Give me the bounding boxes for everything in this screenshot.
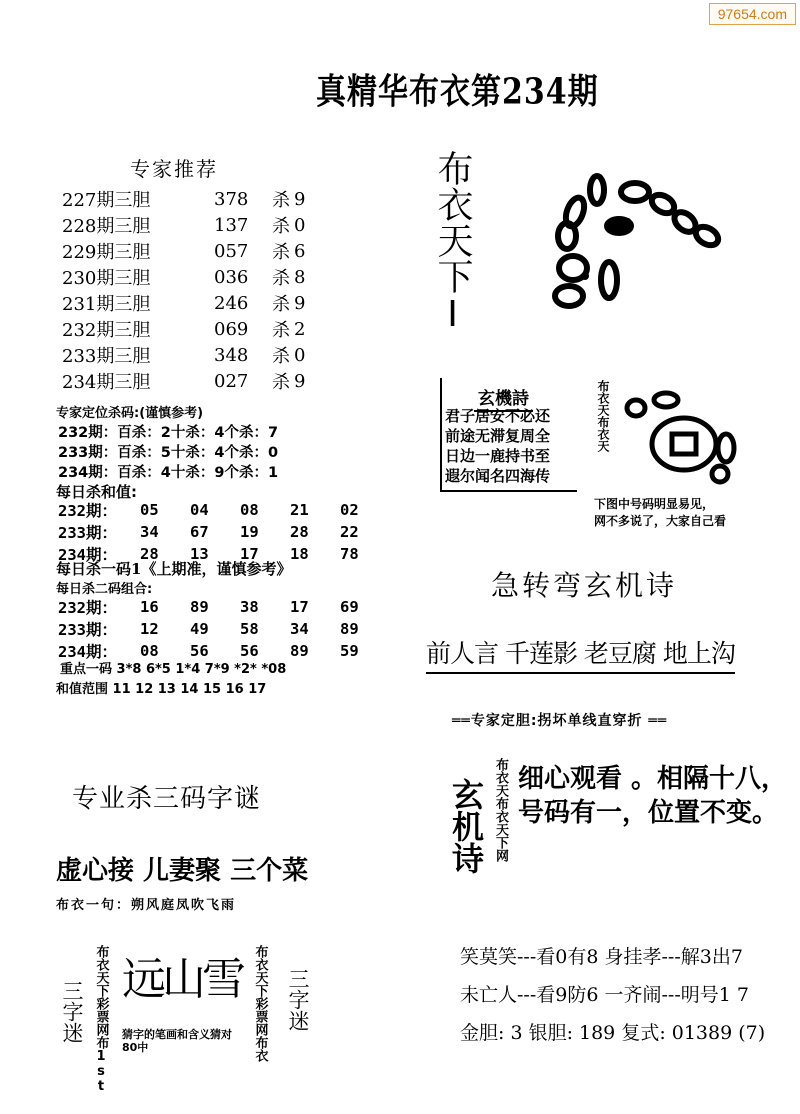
kill-num: 2 bbox=[294, 318, 306, 340]
row-label: 232期： bbox=[58, 599, 117, 617]
cell: 13 bbox=[190, 545, 209, 563]
daily-sum-table bbox=[58, 499, 390, 565]
cell: 12 bbox=[140, 620, 159, 638]
cell: 58 bbox=[240, 620, 259, 638]
kill-num: 8 bbox=[294, 266, 306, 288]
nums: 057 bbox=[214, 240, 249, 262]
xiaomo-line: 笑莫笑---看0有8 身挂孝---解3出7 bbox=[460, 946, 743, 968]
three-char-label-left: 三字迷 bbox=[60, 980, 84, 1043]
kill-label: 杀 bbox=[272, 268, 290, 289]
nums: 348 bbox=[214, 344, 249, 366]
table-row bbox=[58, 521, 390, 543]
riddle-title: 专业杀三码字谜 bbox=[72, 784, 262, 814]
kill-label: 杀 bbox=[272, 216, 290, 237]
xixin-line: 号码有一，位置不变。 bbox=[518, 798, 779, 828]
xuanji-title: 玄機詩 bbox=[474, 384, 533, 412]
nums: 027 bbox=[214, 370, 249, 392]
cell: 49 bbox=[190, 620, 209, 638]
position-kill-line: 234期：百杀：4十杀：9个杀：1 bbox=[58, 465, 279, 481]
list-item bbox=[62, 212, 305, 238]
table-row bbox=[58, 499, 390, 521]
period-label: 230期三胆 bbox=[62, 268, 151, 289]
expert-title: 专家推荐 bbox=[130, 157, 218, 181]
kill-label: 杀 bbox=[272, 320, 290, 341]
row-label: 234期： bbox=[58, 643, 117, 661]
buyi-yiju-line: 布衣一句：朔风庭凤吹飞雨 bbox=[56, 898, 237, 913]
cell: 22 bbox=[340, 523, 359, 541]
note-line: 网不多说了，大家自己看 bbox=[594, 514, 727, 528]
jizhuanwan-title: 急转弯玄机诗 bbox=[491, 569, 678, 602]
kill-label: 杀 bbox=[272, 372, 290, 393]
list-item bbox=[62, 238, 305, 264]
period-label: 228期三胆 bbox=[62, 216, 151, 237]
position-kill-line: 232期：百杀：2十杀：4个杀：7 bbox=[58, 425, 279, 441]
cell: 69 bbox=[340, 598, 359, 616]
kill-label: 杀 bbox=[272, 190, 290, 211]
xiaomo-line: 金胆: 3 银胆: 189 复式: 01389 (7) bbox=[460, 1022, 766, 1044]
kill-two-title: 每日杀二码组合: bbox=[56, 582, 153, 597]
cell: 17 bbox=[290, 598, 309, 616]
period-label: 234期三胆 bbox=[62, 372, 151, 393]
qianren-line: 前人言 千莲影 老豆腐 地上沟 bbox=[426, 634, 735, 674]
list-item bbox=[62, 316, 305, 342]
xiaomo-block bbox=[460, 938, 765, 1052]
period-label: 232期三胆 bbox=[62, 320, 151, 341]
cell: 18 bbox=[290, 545, 309, 563]
position-kill-line: 233期：百杀：5十杀：4个杀：0 bbox=[58, 445, 279, 461]
three-char-label-right: 三字迷 bbox=[286, 968, 310, 1031]
row-label: 233期： bbox=[58, 524, 117, 542]
daily-sum-title: 每日杀和值: bbox=[56, 483, 137, 501]
xuanji-poem bbox=[445, 406, 550, 486]
nums: 137 bbox=[214, 214, 249, 236]
xixin-text bbox=[518, 762, 787, 830]
site-badge[interactable]: 97654.com bbox=[709, 3, 796, 25]
kill-label: 杀 bbox=[272, 294, 290, 315]
cell: 89 bbox=[290, 642, 309, 660]
table-row bbox=[58, 596, 390, 618]
cell: 08 bbox=[240, 501, 259, 519]
row-label: 234期： bbox=[58, 546, 117, 564]
key-pairs-line: 重点一码 3*8 6*5 1*4 7*9 *2* *08 bbox=[60, 662, 287, 677]
cell: 78 bbox=[340, 545, 359, 563]
list-item bbox=[62, 368, 305, 394]
cell: 89 bbox=[340, 620, 359, 638]
nums: 036 bbox=[214, 266, 249, 288]
period-label: 233期三胆 bbox=[62, 346, 151, 367]
kill-label: 杀 bbox=[272, 242, 290, 263]
cell: 67 bbox=[190, 523, 209, 541]
dingdan-line: ══专家定胆:拐坏单线直穿折 ══ bbox=[452, 713, 668, 729]
cell: 28 bbox=[290, 523, 309, 541]
poem-line: 君子居安不必还 bbox=[445, 407, 551, 425]
kill-two-table bbox=[58, 596, 390, 662]
cell: 21 bbox=[290, 501, 309, 519]
xixin-line: 细心观看 。相隔十八， bbox=[518, 764, 788, 794]
vertical-site-label-1: 布衣天下彩票网布1st bbox=[93, 945, 109, 1094]
coin-illustration bbox=[620, 382, 740, 487]
cell: 19 bbox=[240, 523, 259, 541]
list-item bbox=[62, 342, 305, 368]
bu-yi-tianxia-title: 布衣天下I bbox=[432, 150, 473, 335]
position-kill-title: 专家定位杀码:(谨慎参考) bbox=[56, 406, 204, 421]
cell: 28 bbox=[140, 545, 159, 563]
nums: 246 bbox=[214, 292, 249, 314]
vertical-bu-yi-label-2: 布衣天布衣天下网 bbox=[493, 758, 508, 862]
cell: 34 bbox=[140, 523, 159, 541]
riddle-words: 虚心接 儿妻聚 三个菜 bbox=[56, 856, 309, 886]
note-line: 下图中号码明显易见， bbox=[594, 497, 715, 511]
list-item bbox=[62, 186, 305, 212]
period-label: 229期三胆 bbox=[62, 242, 151, 263]
coins-illustration bbox=[545, 172, 725, 322]
kill-num: 0 bbox=[294, 214, 306, 236]
poem-line: 日边一鹿持书至 bbox=[445, 447, 551, 465]
poem-line: 前途无滞复周全 bbox=[445, 427, 551, 445]
nums: 069 bbox=[214, 318, 249, 340]
kill-label: 杀 bbox=[272, 346, 290, 367]
list-item bbox=[62, 290, 305, 316]
kill-one-line: 每日杀一码1《上期准，谨慎参考》 bbox=[56, 560, 292, 578]
sum-range-line: 和值范围 11 12 13 14 15 16 17 bbox=[56, 682, 267, 697]
cell: 59 bbox=[340, 642, 359, 660]
vertical-site-label-2: 布衣天下彩票网布衣 bbox=[252, 945, 268, 1062]
row-label: 233期： bbox=[58, 621, 117, 639]
cell: 08 bbox=[140, 642, 159, 660]
xuanji-shi-label: 玄机诗 bbox=[447, 778, 485, 874]
kill-num: 9 bbox=[294, 292, 306, 314]
period-label: 227期三胆 bbox=[62, 190, 151, 211]
cell: 05 bbox=[140, 501, 159, 519]
cell: 56 bbox=[240, 642, 259, 660]
cell: 02 bbox=[340, 501, 359, 519]
kill-num: 9 bbox=[294, 188, 306, 210]
expert-list bbox=[62, 186, 305, 394]
poem-line: 遐尔闻名四海传 bbox=[445, 467, 551, 485]
cell: 38 bbox=[240, 598, 259, 616]
list-item bbox=[62, 264, 305, 290]
cell: 16 bbox=[140, 598, 159, 616]
cell: 89 bbox=[190, 598, 209, 616]
cell: 34 bbox=[290, 620, 309, 638]
row-label: 232期： bbox=[58, 502, 117, 520]
riddle-hint: 猜字的笔画和含义猜对80中 bbox=[122, 1028, 232, 1054]
riddle-glyph: 远山雪 bbox=[122, 954, 242, 1005]
table-row bbox=[58, 618, 390, 640]
cell: 04 bbox=[190, 501, 209, 519]
nums: 378 bbox=[214, 188, 249, 210]
vertical-bu-yi-label: 布衣天布衣天 bbox=[596, 380, 610, 452]
xiaomo-line: 未亡人---看9防6 一齐闹---明号1 7 bbox=[460, 984, 749, 1006]
cell: 17 bbox=[240, 545, 259, 563]
note-text bbox=[594, 496, 726, 530]
period-label: 231期三胆 bbox=[62, 294, 151, 315]
kill-num: 6 bbox=[294, 240, 306, 262]
kill-num: 0 bbox=[294, 344, 306, 366]
cell: 56 bbox=[190, 642, 209, 660]
page-title: 真精华布衣第234期 bbox=[316, 71, 599, 113]
kill-num: 9 bbox=[294, 370, 306, 392]
